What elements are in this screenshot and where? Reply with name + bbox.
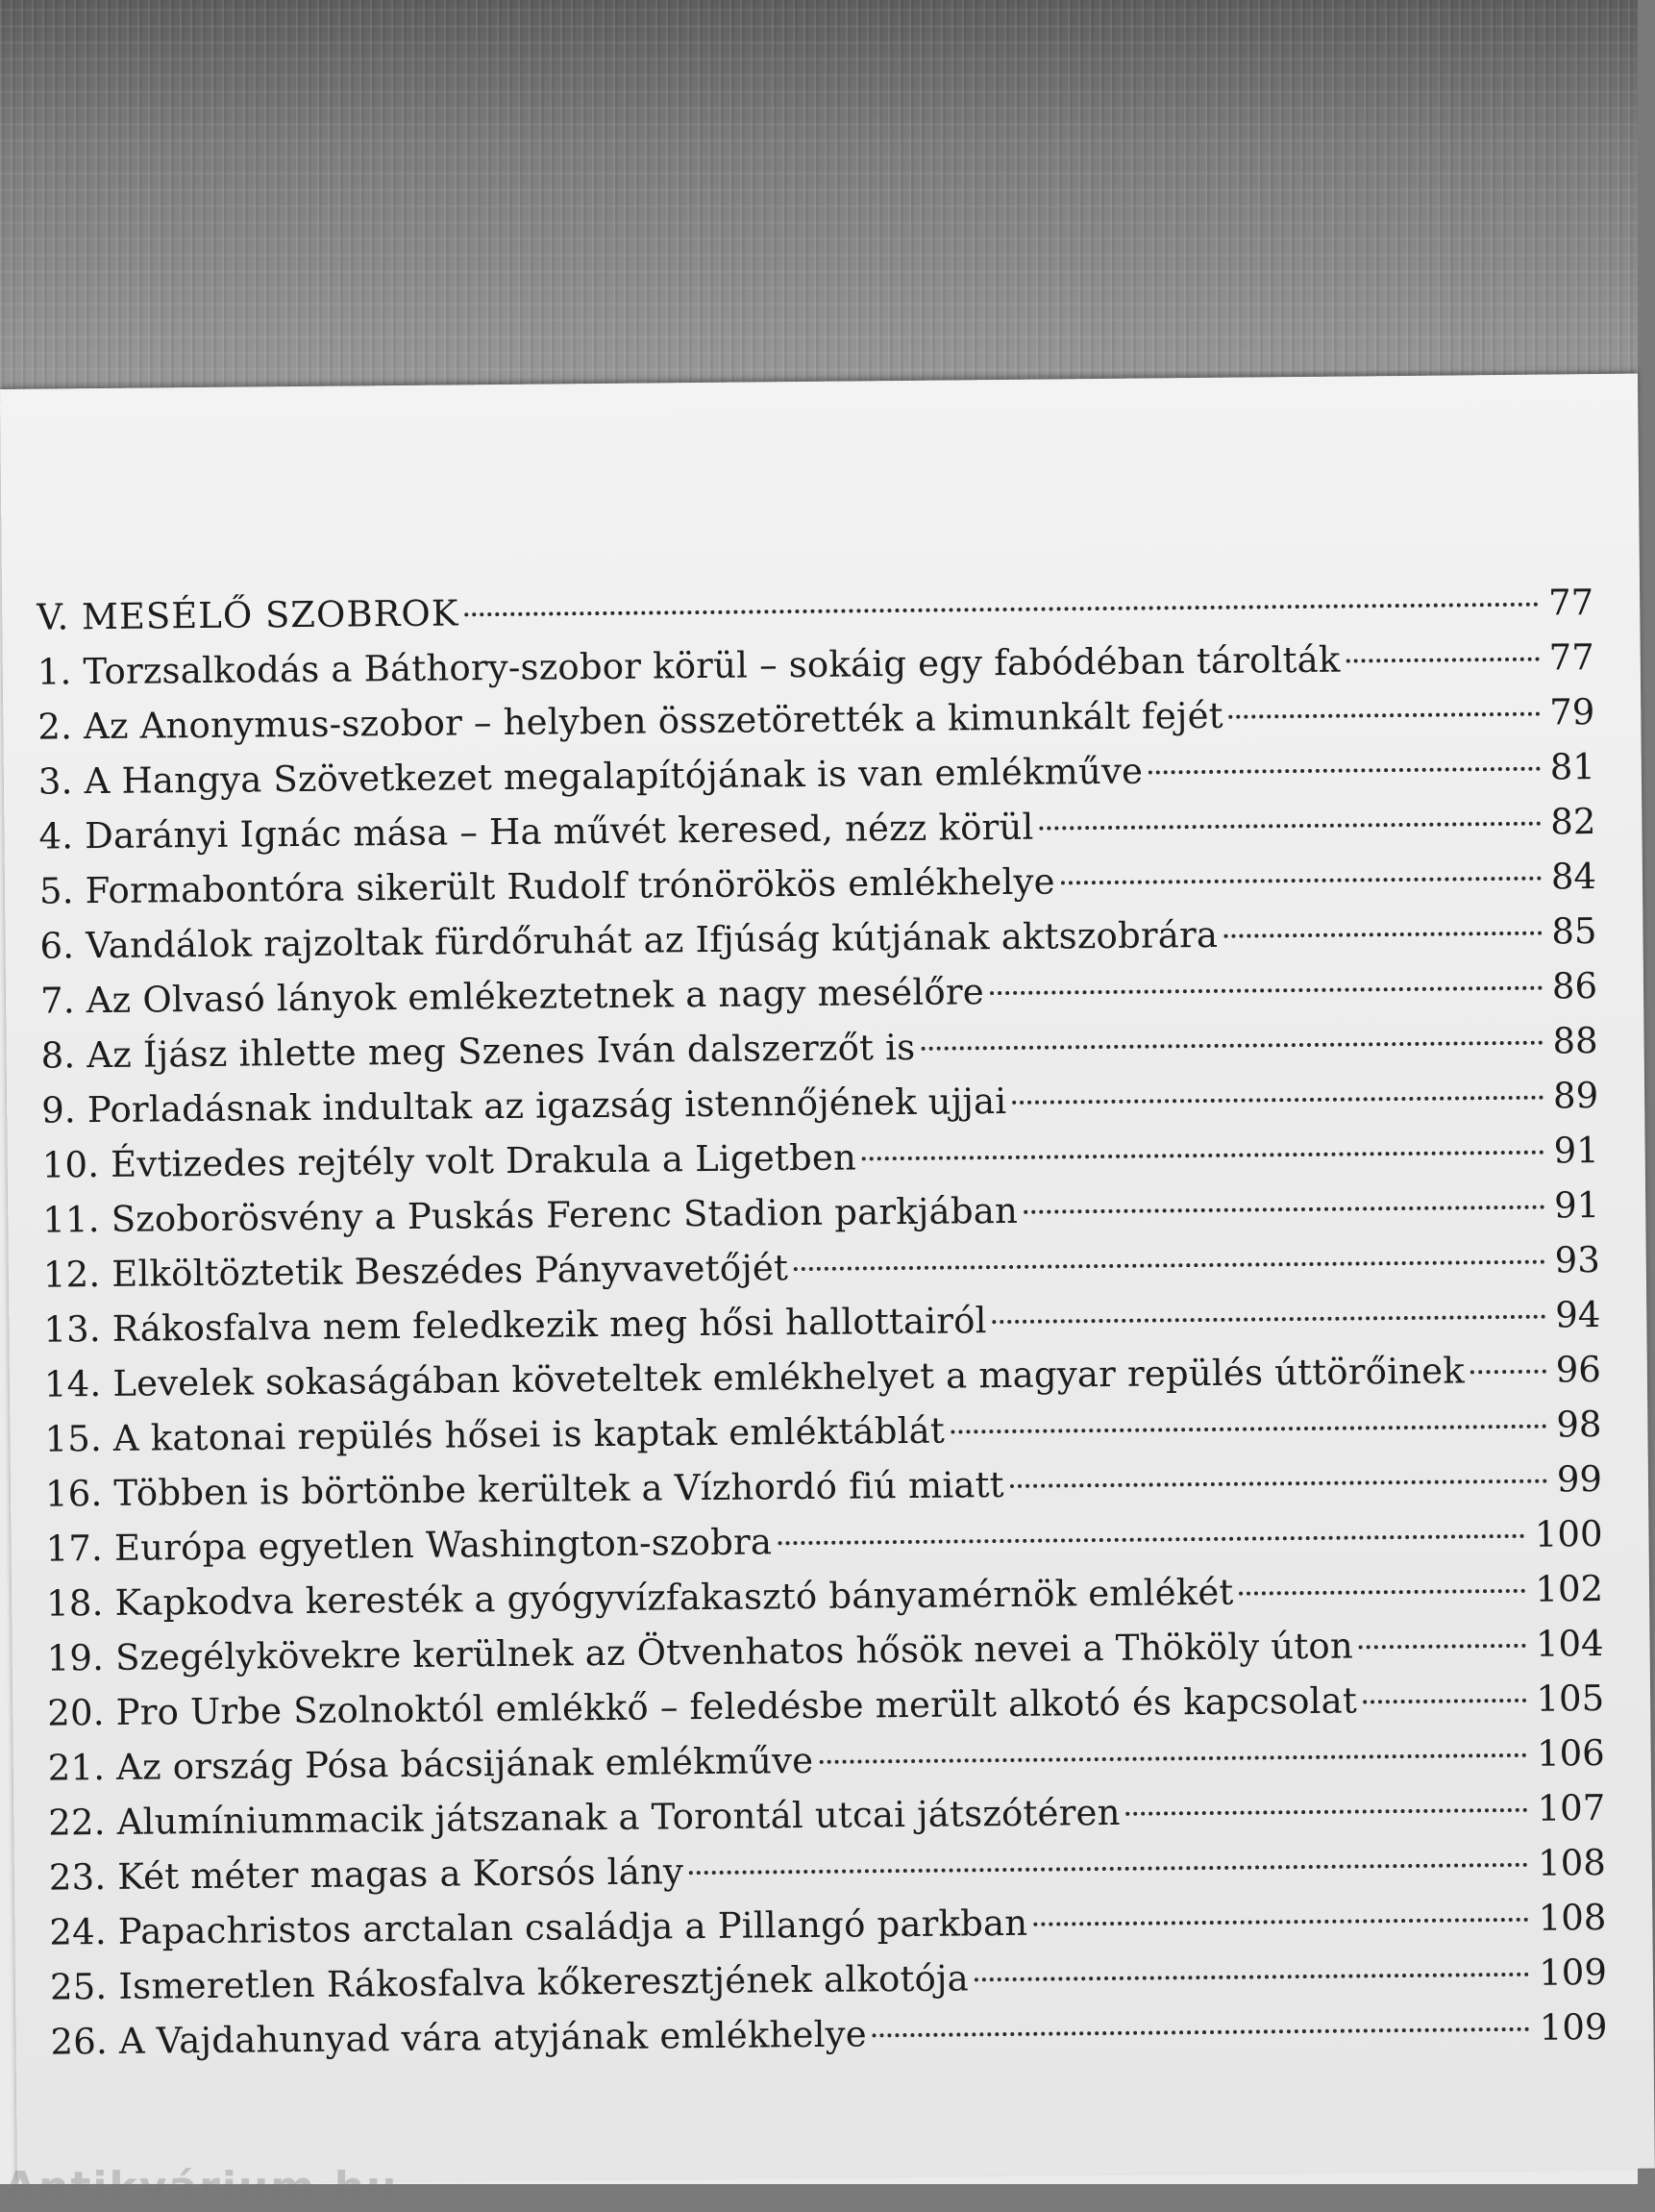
toc-entry-page: 105: [1536, 1678, 1605, 1720]
dot-leader: [819, 1753, 1527, 1764]
toc-entry-title: 19. Szegélykövekre kerülnek az Ötvenhatos hősök nevei a Thököly úton: [46, 1625, 1354, 1679]
toc-entry-page: 79: [1548, 691, 1595, 733]
dot-leader: [1126, 1808, 1528, 1816]
dot-leader: [862, 1151, 1544, 1161]
dot-leader: [464, 603, 1539, 617]
toc-entry-page: 85: [1551, 910, 1597, 953]
toc-entry-page: 81: [1549, 746, 1596, 788]
toc-entry-page: 94: [1555, 1294, 1601, 1336]
toc-entry-page: 86: [1551, 965, 1598, 1007]
toc-entry-title: 6. Vandálok rajzoltak fürdőruhát az Ifjúság kútjának aktszobrára: [39, 913, 1219, 967]
toc-entry-page: 84: [1550, 856, 1597, 898]
toc-entry-title: 16. Többen is börtönbe kerültek a Vízhordó fiú miatt: [44, 1464, 1004, 1515]
toc-entry-title: 4. Darányi Ignác mása – Ha művét keresed, nézz körül: [38, 806, 1034, 857]
toc-entry-title: 18. Kapkodva keresték a gyógyvízfakasztó bányamérnök emlékét: [45, 1571, 1234, 1625]
toc-entry-title: 3. A Hangya Szövetkezet megalapítójának is van emlékműve: [37, 750, 1144, 803]
dot-leader: [1223, 932, 1542, 938]
dot-leader: [1346, 658, 1540, 663]
book-page: [0, 374, 1655, 2184]
dot-leader: [1010, 1479, 1547, 1488]
toc-entry-title: 11. Szoborösvény a Puskás Ferenc Stadion parkjában: [42, 1189, 1019, 1241]
book-cover-edge: [0, 0, 1638, 404]
dot-leader: [1012, 1096, 1544, 1105]
toc-entry-title: 9. Porladásnak indultak az igazság istennőjének ujjai: [40, 1080, 1007, 1131]
toc-entry-title: 20. Pro Urbe Szolnoktól emlékkő – feledésbe merült alkotó és kapcsolat: [47, 1679, 1358, 1734]
toc-entry-page: 109: [1539, 1951, 1608, 1994]
toc-entry-page: 77: [1548, 636, 1594, 679]
toc-entry-title: 24. Papachristos arctalan családja a Pillangó parkban: [49, 1901, 1028, 1953]
dot-leader: [951, 1425, 1546, 1434]
dot-leader: [1470, 1370, 1546, 1375]
dot-leader: [990, 986, 1543, 996]
toc-entry-title: 26. A Vajdahunyad vára atyjának emlékhelye: [50, 2013, 868, 2063]
toc-entry-page: 82: [1550, 801, 1596, 843]
toc-entry-title: 5. Formabontóra sikerült Rudolf trónörökös emlékhelye: [38, 860, 1055, 912]
toc-entry-page: 96: [1555, 1349, 1602, 1391]
toc-entry-page: 108: [1537, 1842, 1606, 1884]
toc-entry-title: 14. Levelek sokaságában követeltek emlékhelyet a magyar repülés úttörőinek: [43, 1350, 1466, 1405]
dot-leader: [1061, 877, 1542, 885]
toc-entry-title: 13. Rákosfalva nem feledkezik meg hősi hallottairól: [43, 1300, 987, 1351]
toc-entry-title: 7. Az Olvasó lányok emlékeztetnek a nagy mesélőre: [39, 971, 985, 1022]
toc-entry-page: 88: [1552, 1020, 1598, 1062]
dot-leader: [1024, 1205, 1544, 1214]
table-of-contents: [37, 575, 1608, 2069]
toc-entry-page: 109: [1539, 2006, 1608, 2049]
toc-entry-title: 25. Ismeretlen Rákosfalva kőkeresztjének alkotója: [49, 1957, 970, 2008]
dot-leader: [689, 1863, 1528, 1875]
dot-leader: [778, 1534, 1525, 1545]
toc-entry-title: 15. A katonai repülés hősei is kaptak emléktáblát: [44, 1409, 946, 1460]
toc-entry-title: 23. Két méter magas a Korsós lány: [48, 1851, 684, 1899]
toc-entry-page: 91: [1553, 1130, 1599, 1172]
dot-leader: [794, 1260, 1545, 1272]
toc-entry-page: 100: [1534, 1513, 1603, 1555]
toc-entry-title: V. MESÉLŐ SZOBROK: [37, 592, 459, 638]
toc-entry-title: 21. Az ország Pósa bácsijának emlékműve: [47, 1739, 814, 1789]
dot-leader: [975, 1973, 1529, 1982]
toc-entry-title: 22. Alumíniummacik játszanak a Torontál utcai játszótéren: [48, 1791, 1121, 1844]
toc-entry-page: 91: [1553, 1184, 1600, 1227]
watermark-text: Antikvárium.hu: [4, 2163, 399, 2212]
dot-leader: [993, 1315, 1546, 1325]
dot-leader: [1033, 1918, 1528, 1926]
toc-entry-title: 8. Az Íjász ihlette meg Szenes Iván dalszerzőt is: [40, 1026, 916, 1077]
dot-leader: [1229, 712, 1540, 719]
toc-entry-page: 104: [1535, 1623, 1604, 1665]
toc-entry-page: 108: [1538, 1897, 1607, 1939]
toc-entry-title: 10. Évtizedes rejtély volt Drakula a Ligetben: [41, 1136, 857, 1186]
toc-entry-page: 102: [1535, 1568, 1604, 1610]
toc-entry-title: 17. Európa egyetlen Washington-szobra: [45, 1521, 773, 1570]
toc-entry-title: 1. Torzsalkodás a Báthory-szobor körül – sokáig egy fabódéban tárolták: [37, 638, 1341, 693]
toc-entry-page: 99: [1556, 1458, 1603, 1501]
dot-leader: [1040, 822, 1542, 831]
dot-leader: [1363, 1699, 1527, 1704]
dot-leader: [1359, 1644, 1526, 1650]
dot-leader: [1240, 1589, 1526, 1596]
toc-entry-page: 107: [1537, 1787, 1606, 1829]
watermark: [0, 2150, 404, 2212]
toc-entry-page: 89: [1552, 1075, 1599, 1117]
dot-leader: [921, 1041, 1543, 1051]
dot-leader: [1149, 767, 1541, 775]
toc-entry-page: 77: [1547, 582, 1594, 624]
toc-entry-title: 2. Az Anonymus-szobor – helyben összetörették a kimunkált fejét: [37, 694, 1223, 748]
toc-entry-page: 98: [1556, 1404, 1602, 1446]
toc-entry-page: 106: [1536, 1732, 1605, 1775]
toc-entry-title: 12. Elköltöztetik Beszédes Pányvavetőjét: [42, 1247, 789, 1296]
dot-leader: [873, 2027, 1530, 2038]
toc-entry-page: 93: [1554, 1239, 1600, 1281]
